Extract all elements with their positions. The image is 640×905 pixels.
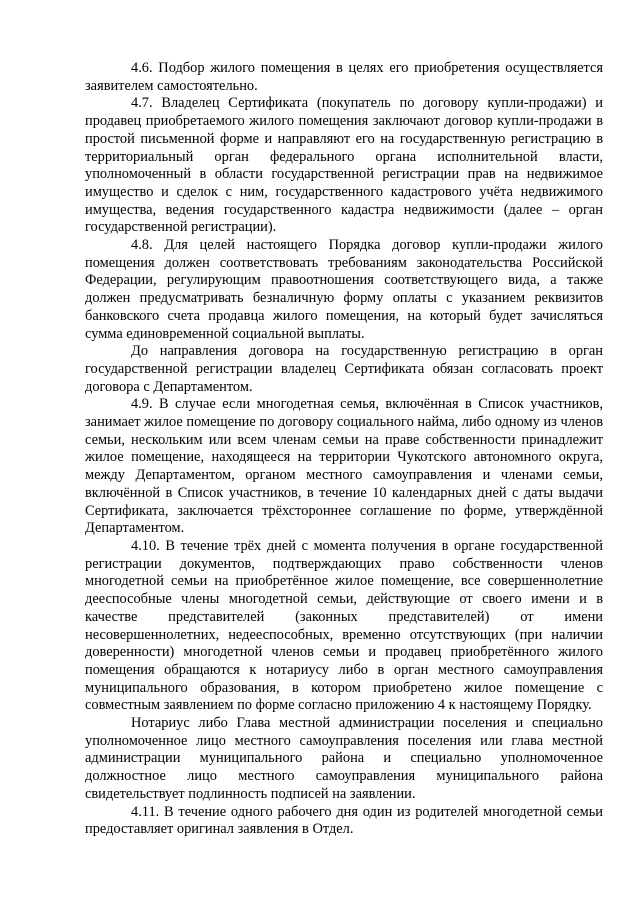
paragraph-4-7: 4.7. Владелец Сертификата (покупатель по договору купли-продажи) и продавец приобретаемого жилого помещения заключают договор купли-продажи в простой письменной форме и направляют его на государственную регистрацию в территориальный орган федерального органа исполнительной власти, уполномоченный в области государственной регистрации прав на недвижимое имущество и сделок с ним, государственного кадастрового учёта недвижимого имущества, ведения государственного кадастра недвижимости (далее – орган государственной регистрации). — [85, 95, 603, 236]
document-page — [85, 60, 603, 839]
paragraph-4-6: 4.6. Подбор жилого помещения в целях его приобретения осуществляется заявителем самостоятельно. — [85, 60, 603, 94]
paragraph-4-10: 4.10. В течение трёх дней с момента получения в органе государственной регистрации документов, подтверждающих право собственности членов многодетной семьи на приобретённое жилое помещение, все совершеннолетние дееспособные члены многодетной семьи, действующие от своего имени и в качестве представителей (законных представителей) от имени несовершеннолетних, недееспособных, временно отсутствующих (при наличии доверенности) многодетной членов семьи и продавец приобретённого жилого помещения обращаются к нотариусу либо в орган местного самоуправления муниципального образования, в котором приобретено жилое помещение с совместным заявлением по форме согласно приложению 4 к настоящему Порядку. — [85, 537, 603, 714]
paragraph-4-11: 4.11. В течение одного рабочего дня один из родителей многодетной семьи предоставляет оригинал заявления в Отдел. — [85, 803, 603, 838]
paragraph-4-10-continued: Нотариус либо Глава местной администрации поселения и специально уполномоченное лицо местного самоуправления поселения или глава местной администрации муниципального района и специально уполномоченное должностное лицо местного самоуправления муниципального района свидетельствует подлинность подписей на заявлении. — [85, 715, 603, 802]
paragraph-4-8-continued: До направления договора на государственную регистрацию в орган государственной регистрации владелец Сертификата обязан согласовать проект договора с Департаментом. — [85, 343, 603, 395]
paragraph-4-9: 4.9. В случае если многодетная семья, включённая в Список участников, занимает жилое помещение по договору социального найма, либо одному из членов семьи, нескольким или всем членам семьи на праве собственности принадлежит жилое помещение, находящееся на территории Чукотского автономного округа, между Департаментом, органом местного самоуправления и членами семьи, включённой в Список участников, в течение 10 календарных дней с даты выдачи Сертификата, заключается трёхстороннее соглашение по форме, утверждённой Департаментом. — [85, 396, 603, 537]
paragraph-4-8: 4.8. Для целей настоящего Порядка договор купли-продажи жилого помещения должен соответствовать требованиям законодательства Российской Федерации, регулирующим правоотношения соответствующего вида, а также должен предусматривать безналичную форму оплаты с указанием реквизитов банковского счета продавца жилого помещения, на который будет зачисляться сумма единовременной социальной выплаты. — [85, 237, 603, 342]
